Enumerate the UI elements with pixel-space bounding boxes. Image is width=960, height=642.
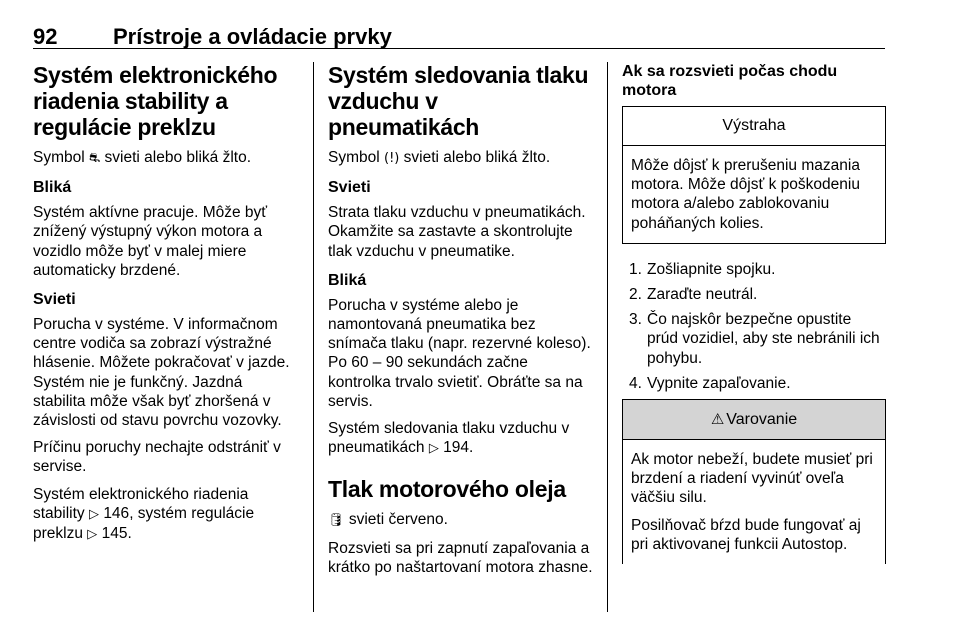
caution-box-text: Môže dôjsť k prerušeniu mazania motora. Môže dôjsť k poškodeniu motora a/alebo zablokovaniu poháňaných kolies. xyxy=(631,157,860,232)
caution-box-title: Výstraha xyxy=(623,107,885,146)
page-number: 92 xyxy=(33,24,58,49)
esc-service-text: Príčinu poruchy nechajte odstrániť v servise. xyxy=(33,439,281,476)
section-heading-oil-pressure: Tlak motorového oleja xyxy=(328,476,566,503)
column-1 xyxy=(33,62,299,552)
column-divider-2 xyxy=(607,62,608,612)
tpms-lit-heading: Svieti xyxy=(328,179,371,197)
warning-box xyxy=(622,399,886,564)
warning-box-text-2: Posilňovač bŕzd bude fungovať aj pri aktivovanej funkcii Autostop. xyxy=(631,516,861,553)
list-item: 2. Zaraďte neutrál. xyxy=(629,286,758,304)
tire-pressure-icon: (!) xyxy=(384,151,400,166)
oil-pressure-intro: 🛢 svieti červeno. xyxy=(328,511,448,529)
esc-flashing-heading: Bliká xyxy=(33,179,72,197)
section-heading-esc: Systém elektronického riadenia stability a regulácie preklzu xyxy=(33,62,278,140)
warning-triangle-icon: ⚠ xyxy=(710,410,725,429)
caution-box xyxy=(622,106,886,244)
oil-pressure-text: Rozsvieti sa pri zapnutí zapaľovania a krátko po naštartovaní motora zhasne. xyxy=(328,539,593,576)
column-divider-1 xyxy=(313,62,314,612)
esc-lit-text: Porucha v systéme. V informačnom centre vodiča sa zobrazí výstražné hlásenie. Môžete pokračovať v jazde. Systém nie je funkčný. Jazdná stabilita môže však byť zhoršená v závislosti od stavu povrchu vozovky. xyxy=(33,316,290,430)
esc-lit-heading: Svieti xyxy=(33,291,76,309)
steps-list xyxy=(622,260,886,393)
column-2 xyxy=(328,62,594,585)
tpms-reference: Systém sledovania tlaku vzduchu v pneumatikách ▷ 194. xyxy=(328,420,570,457)
page-ref-icon: ▷ xyxy=(87,527,98,543)
tpms-flashing-text: Porucha v systéme alebo je namontovaná pneumatika bez snímača tlaku (napr. rezervné koleso). Po 60 – 90 sekundách začne kontrolka trvalo svietiť. Obráťte sa na servis. xyxy=(328,296,591,410)
tpms-flashing-heading: Bliká xyxy=(328,271,367,289)
page-ref-icon: ▷ xyxy=(89,506,99,522)
page-ref-link[interactable]: 194 xyxy=(443,439,470,457)
warning-box-text-1: Ak motor nebeží, budete musieť pri brzdení a riadení vyvinúť oveľa väčšiu silu. xyxy=(631,451,873,507)
page-ref-icon: ▷ xyxy=(428,441,439,457)
tpms-lit-text: Strata tlaku vzduchu v pneumatikách. Okamžite sa zastavte a skontrolujte tlak vzduchu v pneumatike. xyxy=(328,204,586,260)
page-title: Prístroje a ovládacie prvky xyxy=(113,24,392,49)
oil-can-icon: 🛢 xyxy=(328,513,345,529)
page-ref-link[interactable]: 146 xyxy=(103,504,130,522)
warning-box-title: ⚠ Varovanie xyxy=(623,400,885,440)
page-header xyxy=(33,8,885,49)
list-item: 1. Zošliapnite spojku. xyxy=(629,260,776,278)
column-3 xyxy=(622,62,886,580)
esc-intro: Symbol ⛐ svieti alebo bliká žlto. xyxy=(33,149,252,166)
esc-reference: Systém elektronického riadenia stability ▷ 146, systém regulácie preklzu ▷ 145. xyxy=(33,485,255,543)
section-heading-tpms: Systém sledovania tlaku vzduchu v pneumatikách xyxy=(328,62,589,140)
list-item: 4. Vypnite zapaľovanie. xyxy=(629,374,791,392)
page-ref-link[interactable]: 145 xyxy=(101,525,128,543)
running-engine-heading: Ak sa rozsvieti počas chodu motora xyxy=(622,63,838,99)
esc-flashing-text: Systém aktívne pracuje. Môže byť znížený výstupný výkon motora a vozidlo môže byť v malej miere automaticky brzdené. xyxy=(33,204,268,279)
traction-control-icon: ⛐ xyxy=(89,151,101,166)
tpms-intro: Symbol (!) svieti alebo bliká žlto. xyxy=(328,149,551,166)
list-item: 3. Čo najskôr bezpečne opustite prúd vozidiel, aby ste nebránili ich pohybu. xyxy=(629,311,880,367)
